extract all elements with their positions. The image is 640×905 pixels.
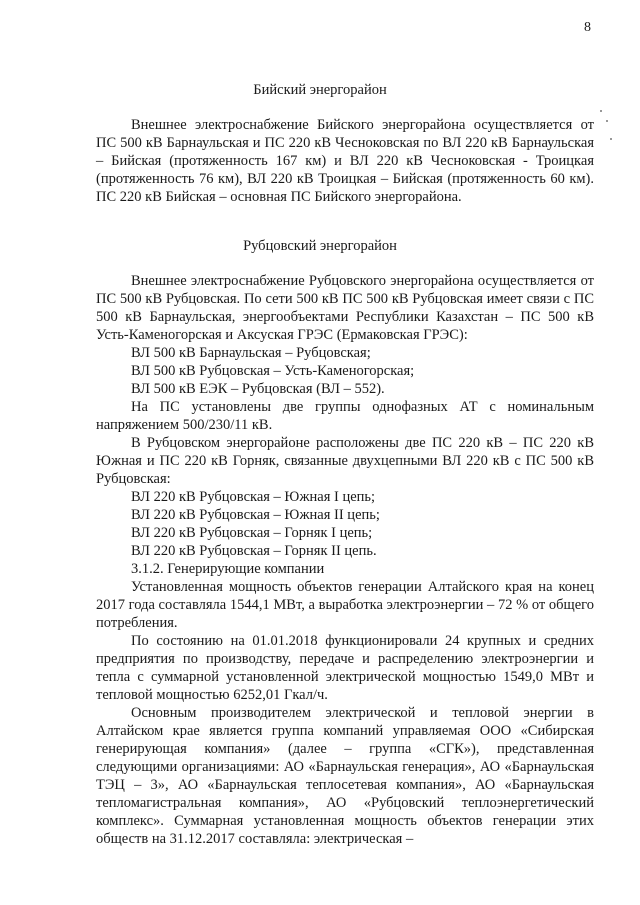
line-220-4: ВЛ 220 кВ Рубцовская – Горняк II цепь. xyxy=(131,543,377,559)
line-220-1: ВЛ 220 кВ Рубцовская – Южная I цепь; xyxy=(131,489,376,505)
rubtsovsk-heading: Рубцовский энергорайон xyxy=(243,238,397,254)
page-number: 8 xyxy=(584,20,591,35)
scan-speck xyxy=(610,138,612,140)
transformers-paragraph: На ПС установлены две группы однофазных АТ с номинальным напряжением 500/230/11 кВ. xyxy=(96,399,594,433)
biysk-heading: Бийский энергорайон xyxy=(253,82,387,98)
scan-speck xyxy=(606,120,608,122)
biysk-paragraph: Внешнее электроснабжение Бийского энергорайона осуществляется от ПС 500 кВ Барнаульская и ПС 220 кВ Чесноковская по ВЛ 220 кВ Барнаульская – Бийская (протяженность 167 км) и ВЛ 220 кВ Чесноковская - Троицкая (протяженность 76 км), ВЛ 220 кВ Троицкая – Бийская (протяженность 60 км). ПС 220 кВ Бийская – основная ПС Бийского энергорайона. xyxy=(96,117,594,205)
substations-paragraph: В Рубцовском энергорайоне расположены две ПС 220 кВ – ПС 220 кВ Южная и ПС 220 кВ Горняк, связанные двухцепными ВЛ 220 кВ с ПС 500 кВ Рубцовская: xyxy=(96,435,594,487)
line-220-3: ВЛ 220 кВ Рубцовская – Горняк I цепь; xyxy=(131,525,373,541)
line-500-3: ВЛ 500 кВ ЕЭК – Рубцовская (ВЛ – 552). xyxy=(131,381,385,397)
capacity-paragraph: Установленная мощность объектов генерации Алтайского края на конец 2017 года составляла 1544,1 МВт, а выработка электроэнергии – 72 % от общего потребления. xyxy=(96,579,594,631)
section-title: 3.1.2. Генерирующие компании xyxy=(131,561,325,577)
line-500-2: ВЛ 500 кВ Рубцовская – Усть-Каменогорская; xyxy=(131,363,415,379)
scan-speck xyxy=(600,110,602,112)
line-220-2: ВЛ 220 кВ Рубцовская – Южная II цепь; xyxy=(131,507,380,523)
rubtsovsk-intro: Внешнее электроснабжение Рубцовского энергорайона осуществляется от ПС 500 кВ Рубцовская. По сети 500 кВ ПС 500 кВ Рубцовская имеет связи с ПС 500 кВ Барнаульская, энергообъектами Республики Казахстан – ПС 500 кВ Усть-Каменогорская и Аксуская ГРЭС (Ермаковская ГРЭС): xyxy=(96,273,594,343)
enterprises-paragraph: По состоянию на 01.01.2018 функционировали 24 крупных и средних предприятия по производству, передаче и распределению электроэнергии и тепла с суммарной установленной электрической мощностью 1549,0 МВт и тепловой мощностью 6252,01 Гкал/ч. xyxy=(96,633,594,703)
line-500-1: ВЛ 500 кВ Барнаульская – Рубцовская; xyxy=(131,345,371,361)
main-producer-paragraph: Основным производителем электрической и тепловой энергии в Алтайском крае является группа компаний управляемая ООО «Сибирская генерирующая компания» (далее – группа «СГК»), представленная следующими организациями: АО «Барнаульская генерация», АО «Барнаульская ТЭЦ – 3», АО «Барнаульская теплосетевая компания», АО «Барнаульская тепломагистральная компания», АО «Рубцовский теплоэнергетический комплекс». Суммарная установленная мощность объектов генерации этих обществ на 31.12.2017 составляла: электрическая – xyxy=(96,705,594,847)
